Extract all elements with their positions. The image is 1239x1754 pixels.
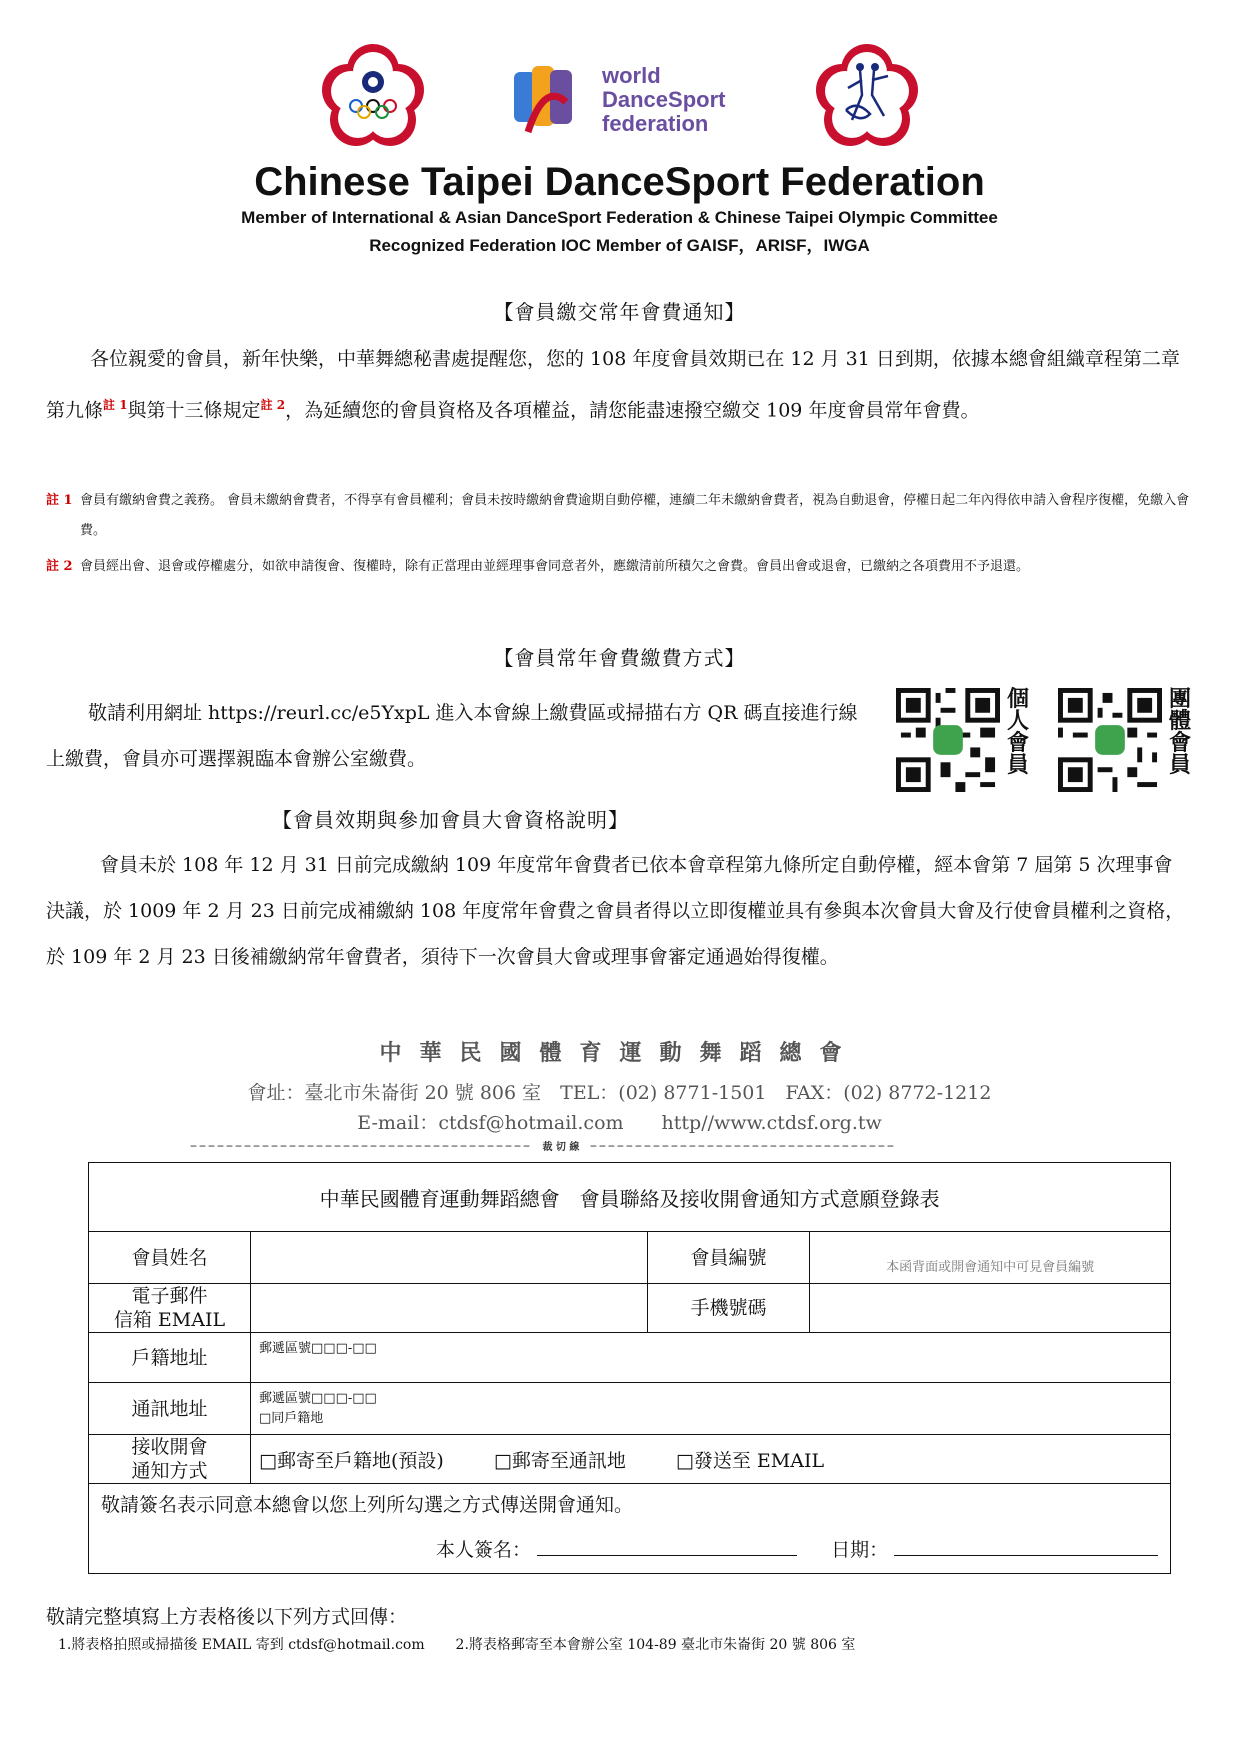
mailing-address-field[interactable] (251, 1383, 1171, 1435)
option-email-checkbox[interactable]: □發送至 EMAIL (675, 1449, 825, 1472)
qr-code-individual[interactable] (896, 688, 1000, 792)
member-no-label: 會員編號 (648, 1232, 810, 1284)
footnote-1 (46, 486, 1196, 546)
signature-label: 本人簽名： (436, 1539, 532, 1561)
section-title-payment-method: 【會員常年會費繳費方式】 (493, 646, 746, 670)
p1-part2: 與第十三條規定 (127, 399, 261, 422)
mailing-postal-code: 郵遞區號□□□-□□ (259, 1391, 377, 1406)
return-item-2: 2.將表格郵寄至本會辦公室 104-89 臺北市朱崙街 20 號 806 室 (455, 1637, 856, 1653)
footnote-ref-1: 註 1 (103, 398, 128, 412)
household-postal-code: 郵遞區號□□□-□□ (259, 1341, 377, 1356)
wdsf-emblem-icon (508, 62, 582, 142)
return-items (58, 1634, 855, 1654)
wdsf-text-3: federation (602, 111, 709, 136)
footnote-1-tag: 註 1 (46, 493, 73, 508)
footer-org-name-zh: 中華民國體育運動舞蹈總會 (379, 1040, 860, 1066)
footnote-2 (46, 552, 1196, 582)
section-title-membership-validity: 【會員效期與參加會員大會資格說明】 (272, 808, 629, 832)
registration-form (88, 1162, 1171, 1574)
wdsf-text-2: DanceSport (602, 87, 726, 112)
name-field[interactable] (251, 1232, 648, 1284)
return-item-1: 1.將表格拍照或掃描後 EMAIL 寄到 ctdsf@hotmail.com (58, 1637, 425, 1653)
validity-paragraph: 會員未於 108 年 12 月 31 日前完成繳納 109 年度常年會費者已依本會章程第九條所定自動停權，經本會第 7 屆第 5 次理事會決議，於 1009 年 2 月 23 日前完成補繳納 108 年度常年會費之會員者得以立即復權並具有參與本次會員大會及行使會員權利之資格，於 109 年 2 月 23 日後補繳納常年會費者，須待下一次會員大會或理事會審定通過始得復權。 (46, 854, 1185, 968)
payment-paragraph: 敬請利用網址 https://reurl.cc/e5YxpL 進入本會線上繳費區或掃描右方 QR 碼直接進行線上繳費，會員亦可選擇親臨本會辦公室繳費。 (46, 702, 858, 770)
org-subtitle-2: Recognized Federation IOC Member of GAISF，ARISF，IWGA (369, 236, 870, 255)
qr-label-individual: 個人會員 (1006, 686, 1029, 778)
email-label-2: 信箱 EMAIL (113, 1309, 226, 1331)
olympic-committee-logo (318, 40, 428, 150)
phone-field[interactable] (810, 1284, 1171, 1333)
form-title: 中華民國體育運動舞蹈總會 會員聯絡及接收開會通知方式意願登錄表 (89, 1163, 1171, 1232)
member-no-hint: 本函背面或開會通知中可見會員編號 (886, 1260, 1095, 1275)
footer-contact: E-mail：ctdsf@hotmail.com http//www.ctdsf.org.tw (357, 1112, 882, 1134)
return-title: 敬請完整填寫上方表格後以下列方式回傳： (46, 1606, 408, 1628)
date-label: 日期： (831, 1539, 889, 1561)
mailing-address-label: 通訊地址 (89, 1383, 251, 1435)
p1-part3: ，為延續您的會員資格及各項權益，請您能盡速撥空繳交 109 年度會員常年會費。 (285, 399, 980, 422)
member-no-field[interactable] (810, 1232, 1171, 1284)
qr-label-group: 團體會員 (1168, 686, 1191, 778)
option-mail-mailing-checkbox[interactable]: □郵寄至通訊地 (493, 1449, 626, 1472)
signature-line[interactable] (537, 1539, 797, 1556)
household-address-field[interactable] (251, 1333, 1171, 1383)
wdsf-logo (508, 62, 758, 142)
cut-line-label: 裁 切 線 (542, 1142, 580, 1153)
same-as-household-checkbox[interactable]: □同戶籍地 (259, 1411, 324, 1426)
annual-fee-paragraph (46, 336, 1186, 433)
footnote-ref-2: 註 2 (260, 398, 286, 412)
dancesport-emblem-logo (812, 40, 922, 150)
phone-label: 手機號碼 (648, 1284, 810, 1333)
footnote-1-text: 會員有繳納會費之義務。 會員未繳納會費者，不得享有會員權利；會員未按時繳納會費逾期自動停權，連續二年未繳納會費者，視為自動退會，停權日起二年內得依申請入會程序復權，免繳入會費。 (80, 493, 1190, 538)
footnote-2-text: 會員經出會、退會或停權處分，如欲申請復會、復權時，除有正當理由並經理事會同意者外，應繳清前所積欠之會費。會員出會或退會，已繳納之各項費用不予退還。 (80, 559, 1030, 574)
email-label-1: 電子郵件 (131, 1285, 208, 1307)
date-line[interactable] (894, 1539, 1158, 1556)
footnote-2-tag: 註 2 (46, 559, 73, 574)
notice-method-label-2: 通知方式 (131, 1460, 208, 1482)
household-address-label: 戶籍地址 (89, 1333, 251, 1383)
wdsf-text-1: world (602, 63, 661, 88)
p1-part1: 各位親愛的會員，新年快樂，中華舞總秘書處提醒您，您的 108 年度會員效期已在 12 月 31 日到期，依據本總會組織章程第二章第九條 (46, 348, 1180, 422)
name-label: 會員姓名 (89, 1232, 251, 1284)
email-field[interactable] (251, 1284, 648, 1333)
org-subtitle-1: Member of International & Asian DanceSport Federation & Chinese Taipei Olympic Committee (241, 208, 998, 227)
section-title-annual-fee-notice: 【會員繳交常年會費通知】 (493, 300, 746, 324)
org-name-en: Chinese Taipei DanceSport Federation (254, 160, 985, 204)
consent-text: 敬請簽名表示同意本總會以您上列所勾選之方式傳送開會通知。 (101, 1494, 634, 1516)
notice-method-label-1: 接收開會 (131, 1436, 208, 1458)
cut-line: –––––––––––––––––––––––––––––––––––––– 裁 切 線 –––––––––––––––––––––––––––––––––– (190, 1138, 896, 1154)
footer-address: 會址：臺北市朱崙街 20 號 806 室 TEL：(02) 8771-1501 FAX：(02) 8772-1212 (247, 1082, 992, 1104)
option-mail-household-checkbox[interactable]: □郵寄至戶籍地(預設) (259, 1449, 444, 1472)
qr-code-group[interactable] (1058, 688, 1162, 792)
